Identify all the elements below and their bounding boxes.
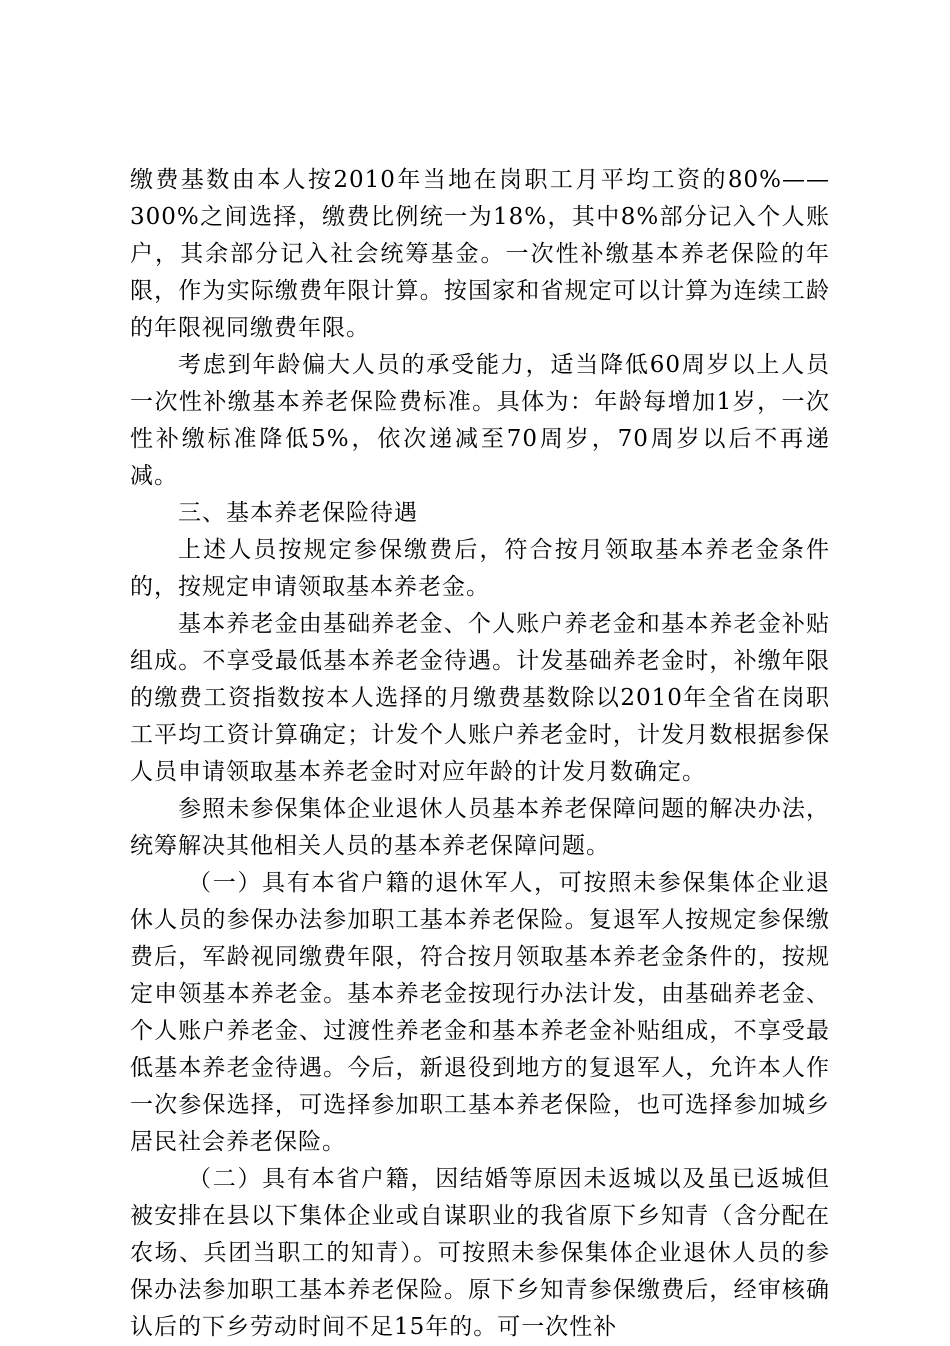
paragraph-item-2-educated-youth: （二）具有本省户籍，因结婚等原因未返城以及虽已返城但被安排在县以下集体企业或自谋职业的我省原下乡知青（含分配在农场、兵团当职工的知青）。可按照未参保集体企业退休人员的参保办法参加职工基本养老保险。原下乡知青参保缴费后，经审核确认后的下乡劳动时间不足15年的。可一次性补	[130, 1166, 830, 1340]
paragraph-contribution-base: 缴费基数由本人按2010年当地在岗职工月平均工资的80%——300%之间选择，缴费比例统一为18%，其中8%部分记入个人账户，其余部分记入社会统筹基金。一次性补缴基本养老保险的年限，作为实际缴费年限计算。按国家和省规定可以计算为连续工龄的年限视同缴费年限。	[130, 167, 830, 341]
paragraph-age-reduction: 考虑到年龄偏大人员的承受能力，适当降低60周岁以上人员一次性补缴基本养老保险费标准。具体为：年龄每增加1岁，一次性补缴标准降低5%，依次递减至70周岁，70周岁以后不再递减。	[130, 352, 830, 489]
document-page	[130, 162, 830, 1346]
paragraph-pension-composition: 基本养老金由基础养老金、个人账户养老金和基本养老金补贴组成。不享受最低基本养老金待遇。计发基础养老金时，补缴年限的缴费工资指数按本人选择的月缴费基数除以2010年全省在岗职工平均工资计算确定；计发个人账户养老金时，计发月数根据参保人员申请领取基本养老金时对应年龄的计发月数确定。	[130, 611, 830, 785]
section-heading-pension-benefits: 三、基本养老保险待遇	[178, 500, 418, 526]
paragraph-related-personnel: 参照未参保集体企业退休人员基本养老保障问题的解决办法，统筹解决其他相关人员的基本养老保障问题。	[130, 796, 830, 859]
paragraph-monthly-pension: 上述人员按规定参保缴费后，符合按月领取基本养老金条件的，按规定申请领取基本养老金。	[130, 537, 830, 600]
paragraph-item-1-veterans: （一）具有本省户籍的退休军人，可按照未参保集体企业退休人员的参保办法参加职工基本养老保险。复退军人按规定参保缴费后，军龄视同缴费年限，符合按月领取基本养老金条件的，按规定申领基本养老金。基本养老金按现行办法计发，由基础养老金、个人账户养老金、过渡性养老金和基本养老金补贴组成，不享受最低基本养老金待遇。今后，新退役到地方的复退军人，允许本人作一次参保选择，可选择参加职工基本养老保险，也可选择参加城乡居民社会养老保险。	[130, 870, 830, 1155]
